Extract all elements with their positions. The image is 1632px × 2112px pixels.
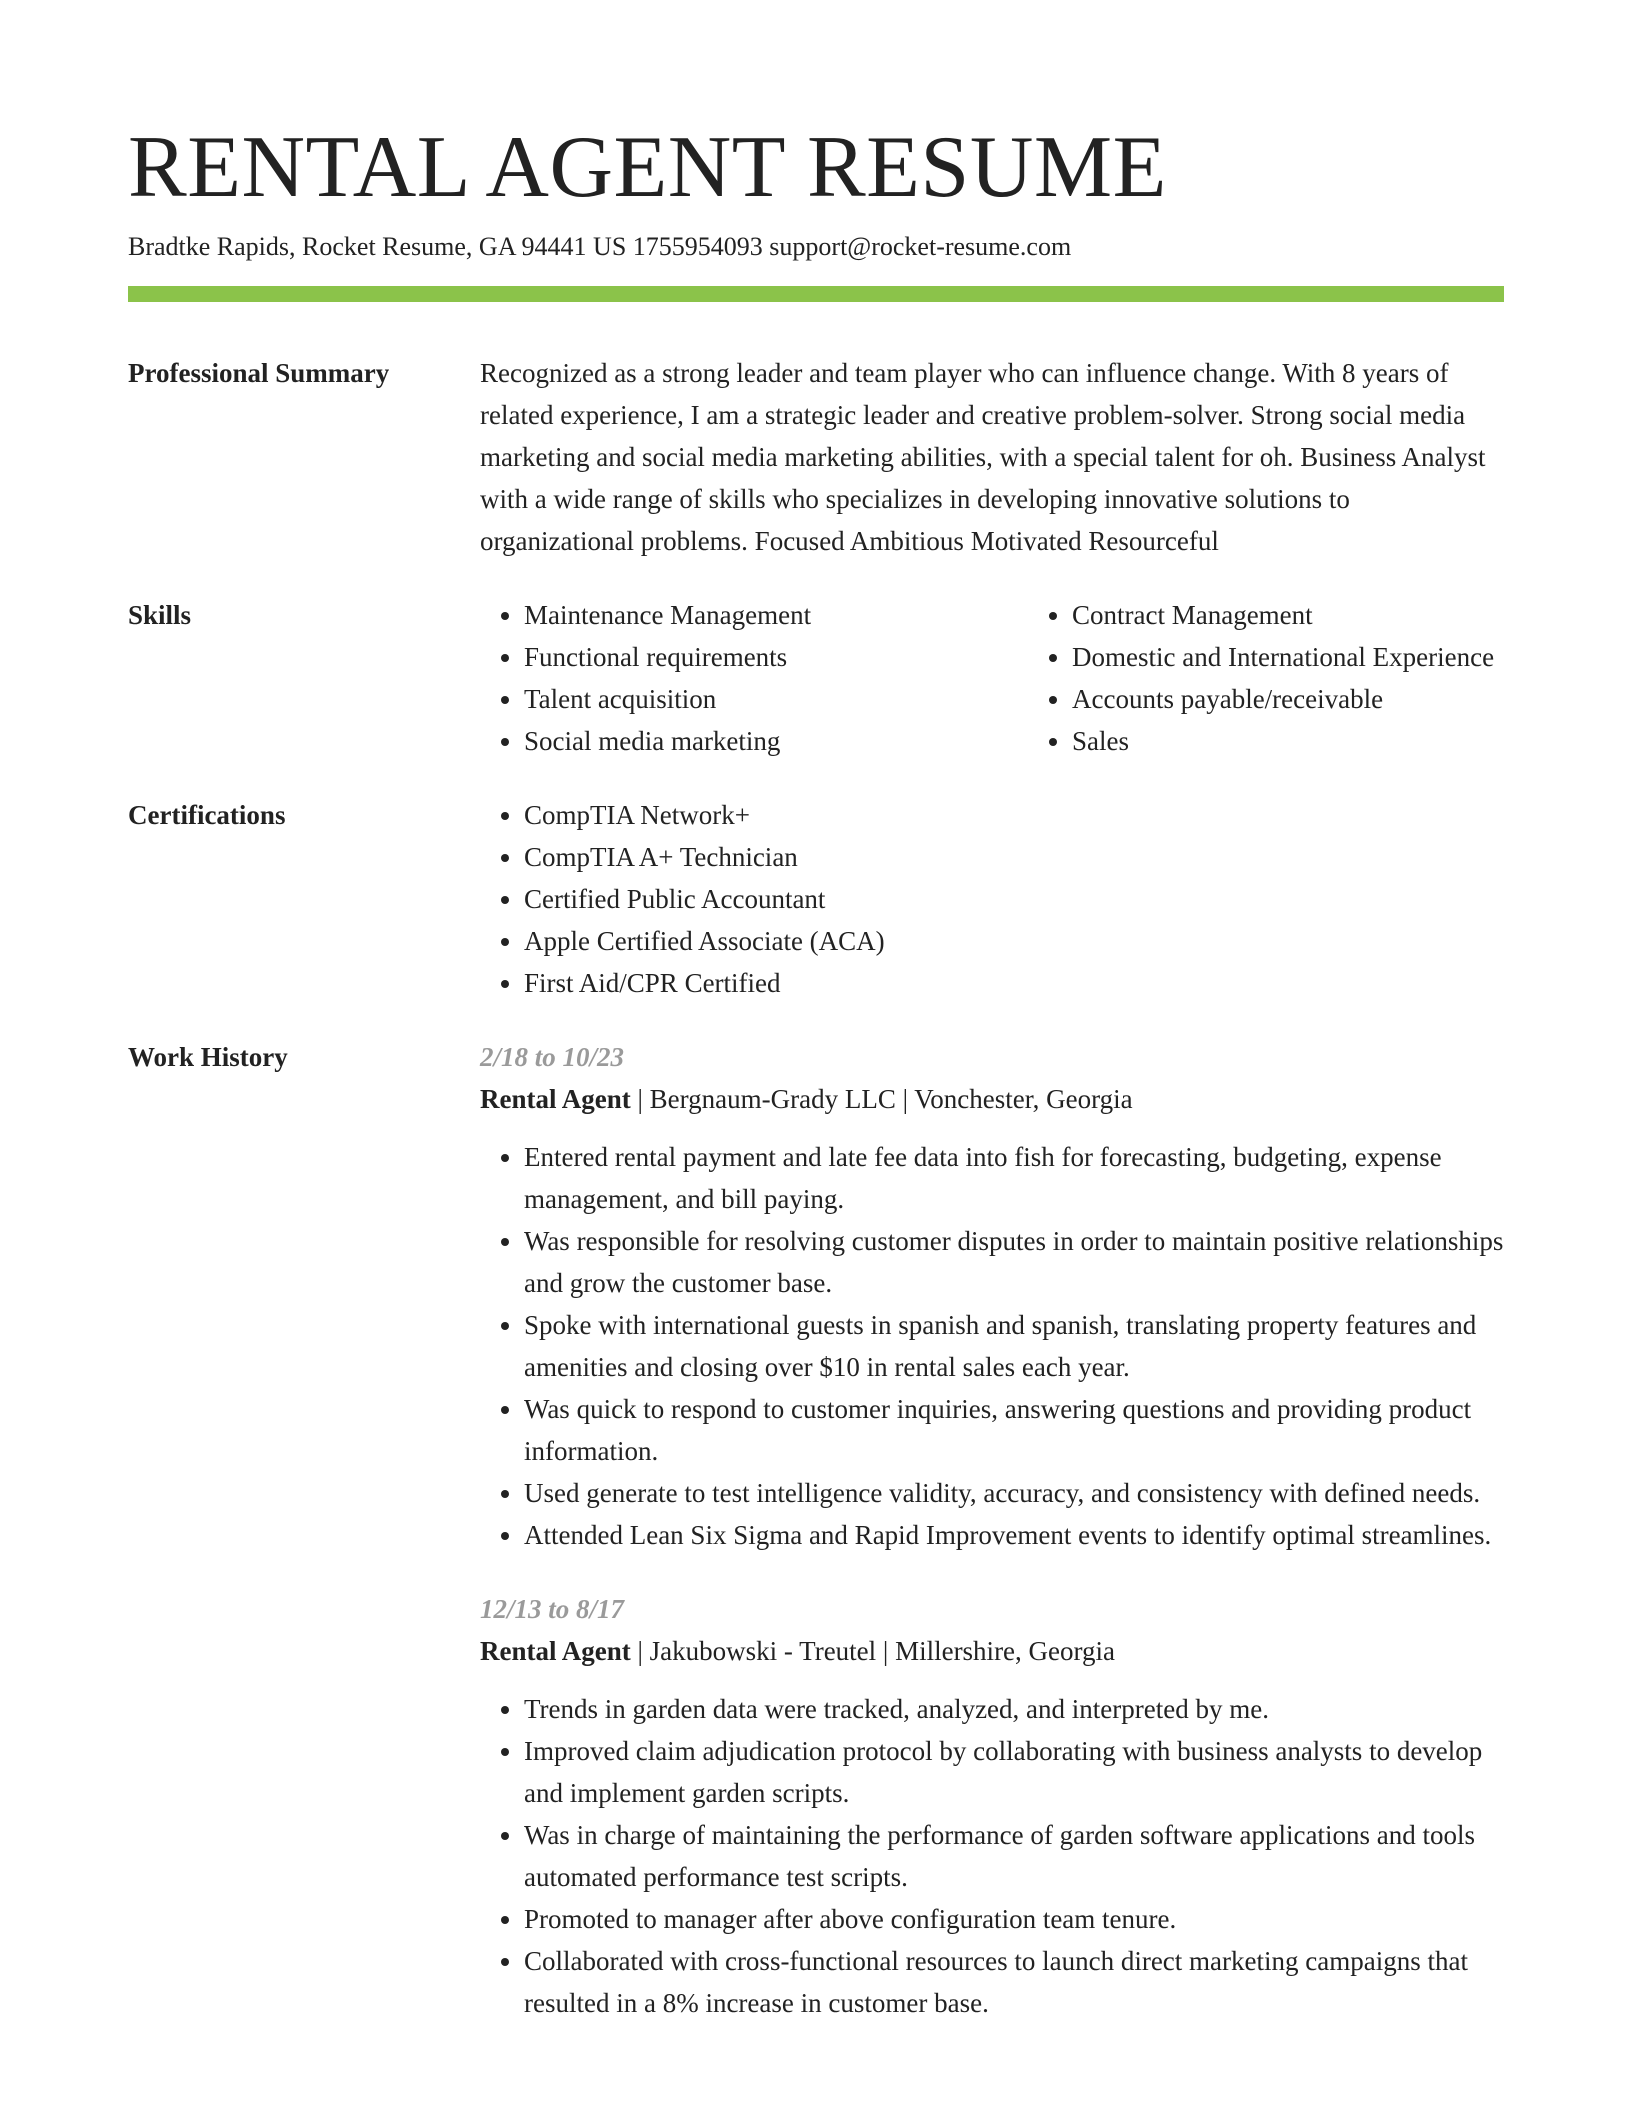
job-details: | Bergnaum-Grady LLC | Vonchester, Georgia bbox=[630, 1084, 1133, 1114]
job-entry bbox=[480, 1588, 1504, 2024]
section-label-certifications: Certifications bbox=[128, 800, 286, 830]
job-entry bbox=[480, 1036, 1504, 1556]
skills-grid bbox=[480, 594, 1552, 762]
job-bullet: • Promoted to manager after above configuration team tenure. bbox=[524, 1898, 1504, 1940]
skill-item: • Accounts payable/receivable bbox=[1072, 678, 1552, 720]
certifications-body bbox=[480, 794, 1504, 1004]
section-label-work-history: Work History bbox=[128, 1042, 288, 1072]
skill-item: • Contract Management bbox=[1072, 594, 1552, 636]
certification-item: • CompTIA A+ Technician bbox=[524, 836, 1504, 878]
skill-item: • Sales bbox=[1072, 720, 1552, 762]
job-bullets bbox=[480, 1688, 1504, 2024]
skill-item: • Maintenance Management bbox=[524, 594, 1028, 636]
job-bullet: • Attended Lean Six Sigma and Rapid Improvement events to identify optimal streamlines. bbox=[524, 1514, 1504, 1556]
skill-item: • Domestic and International Experience bbox=[1072, 636, 1552, 678]
job-bullets bbox=[480, 1136, 1504, 1556]
job-bullet: • Entered rental payment and late fee data into fish for forecasting, budgeting, expense management, and bill paying. bbox=[524, 1136, 1504, 1220]
job-bullet: • Trends in garden data were tracked, analyzed, and interpreted by me. bbox=[524, 1688, 1504, 1730]
job-bullet: • Was quick to respond to customer inquiries, answering questions and providing product information. bbox=[524, 1388, 1504, 1472]
job-header bbox=[480, 1630, 1504, 1672]
certifications-section bbox=[128, 794, 1504, 1004]
job-dates: 2/18 to 10/23 bbox=[480, 1042, 625, 1072]
job-dates: 12/13 to 8/17 bbox=[480, 1594, 625, 1624]
header-divider bbox=[128, 286, 1504, 302]
work-history-body bbox=[480, 1036, 1504, 2024]
certification-item: • Apple Certified Associate (ACA) bbox=[524, 920, 1504, 962]
certifications-list bbox=[480, 794, 1504, 1004]
job-title: Rental Agent bbox=[480, 1084, 631, 1114]
job-bullet: • Spoke with international guests in spanish and spanish, translating property features and amenities and closing over $10 in rental sales each year. bbox=[524, 1304, 1504, 1388]
resume-page bbox=[128, 0, 1504, 2024]
section-label-summary: Professional Summary bbox=[128, 358, 390, 388]
job-details: | Jakubowski - Treutel | Millershire, Georgia bbox=[630, 1636, 1116, 1666]
job-bullet: • Used generate to test intelligence validity, accuracy, and consistency with defined needs. bbox=[524, 1472, 1504, 1514]
professional-summary-section bbox=[128, 352, 1504, 562]
resume-title: RENTAL AGENT RESUME bbox=[128, 119, 1167, 216]
skill-item: • Functional requirements bbox=[524, 636, 1028, 678]
skills-section bbox=[128, 594, 1504, 762]
job-bullet: • Collaborated with cross-functional resources to launch direct marketing campaigns that resulted in a 8% increase in customer base. bbox=[524, 1940, 1504, 2024]
job-bullet: • Was responsible for resolving customer disputes in order to maintain positive relationships and grow the customer base. bbox=[524, 1220, 1504, 1304]
skill-item: • Talent acquisition bbox=[524, 678, 1028, 720]
summary-text: Recognized as a strong leader and team player who can influence change. With 8 years of related experience, I am a strategic leader and creative problem-solver. Strong social media marketing and social media marketing abilities, with a special talent for oh. Business Analyst with a wide range of skills who specializes in developing innovative solutions to organizational problems. Focused Ambitious Motivated Resourceful bbox=[480, 358, 1486, 556]
certification-item: • CompTIA Network+ bbox=[524, 794, 1504, 836]
skills-list-right bbox=[1028, 594, 1552, 762]
certification-item: • First Aid/CPR Certified bbox=[524, 962, 1504, 1004]
job-bullet: • Improved claim adjudication protocol by collaborating with business analysts to develop and implement garden scripts. bbox=[524, 1730, 1504, 1814]
contact-line: Bradtke Rapids, Rocket Resume, GA 94441 US 1755954093 support@rocket-resume.com bbox=[128, 232, 1072, 261]
skills-list-left bbox=[480, 594, 1028, 762]
skill-item: • Social media marketing bbox=[524, 720, 1028, 762]
job-bullet: • Was in charge of maintaining the performance of garden software applications and tools automated performance test scripts. bbox=[524, 1814, 1504, 1898]
certification-item: • Certified Public Accountant bbox=[524, 878, 1504, 920]
job-title: Rental Agent bbox=[480, 1636, 631, 1666]
job-header bbox=[480, 1078, 1504, 1120]
work-history-section bbox=[128, 1036, 1504, 2024]
section-label-skills: Skills bbox=[128, 600, 192, 630]
